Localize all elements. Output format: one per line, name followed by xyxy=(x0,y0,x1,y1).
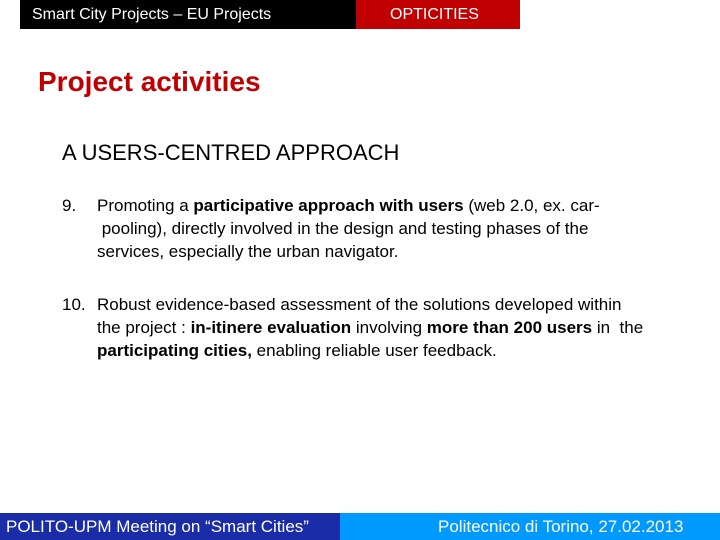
footer-venue-date xyxy=(438,513,683,540)
slide-title: Project activities xyxy=(38,66,261,97)
header-project-category xyxy=(20,0,356,29)
emphasis-text: participating cities, xyxy=(97,341,252,360)
emphasis-text: more than 200 users xyxy=(426,318,593,337)
header-right-label: OPTICITIES xyxy=(390,5,479,23)
header-project-name xyxy=(356,0,520,29)
list-item-line: pooling), directly involved in the design and testing phases of the xyxy=(97,219,589,238)
footer-event xyxy=(0,513,340,540)
list-item-number: 9. xyxy=(62,196,77,215)
list-item-line: the project : in-itinere evaluation involving more than 200 users in the xyxy=(97,318,644,337)
list-item-line: Promoting a participative approach with users (web 2.0, ex. car- xyxy=(97,196,600,215)
emphasis-text: participative approach with users xyxy=(193,196,464,215)
list-item-number: 10. xyxy=(62,295,86,314)
section-heading: A USERS-CENTRED APPROACH xyxy=(62,140,400,165)
footer-right-label: Politecnico di Torino, 27.02.2013 xyxy=(438,516,684,536)
emphasis-text: in-itinere evaluation xyxy=(190,318,352,337)
top-bar xyxy=(0,0,720,29)
list-item-line: participating cities, enabling reliable user feedback. xyxy=(97,341,497,360)
list-item-text xyxy=(97,194,687,263)
footer-bar xyxy=(0,513,720,540)
list-item-text xyxy=(97,293,687,362)
footer-left-label: POLITO-UPM Meeting on “Smart Cities” xyxy=(6,516,309,536)
list-item-line: services, especially the urban navigator. xyxy=(97,242,399,261)
list-item-line: Robust evidence-based assessment of the solutions developed within xyxy=(97,295,622,314)
header-left-label: Smart City Projects – EU Projects xyxy=(32,5,272,23)
